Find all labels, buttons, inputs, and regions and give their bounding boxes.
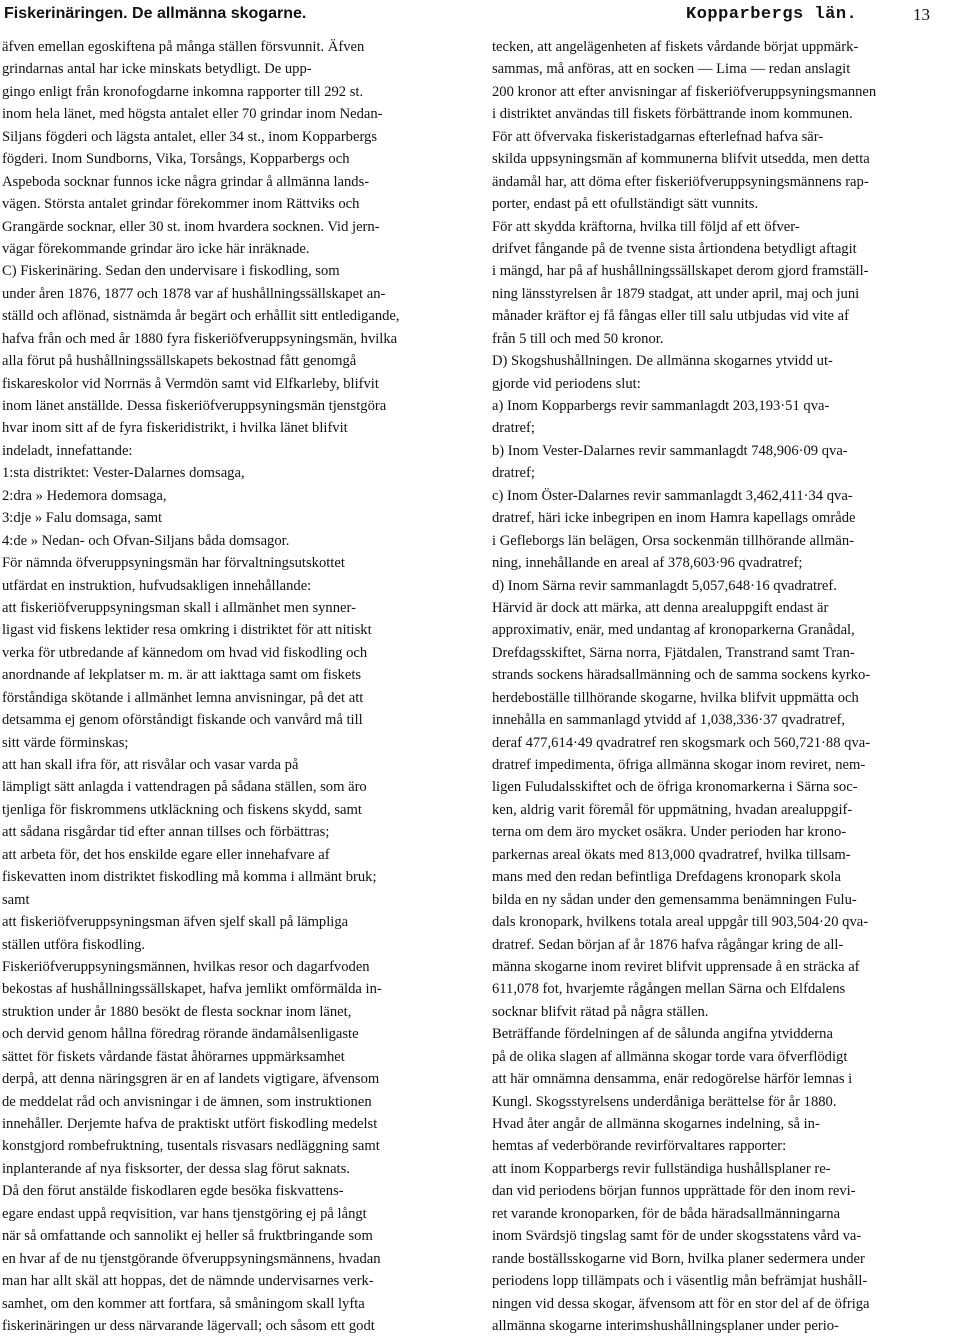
text-line: en hvar af de nu tjenstgörande öfveruppsyningsmännens, hvadan	[2, 1250, 381, 1267]
text-line: 3:dje » Falu domsaga, samt	[2, 510, 163, 527]
text-line: i mängd, har på af hushållningssällskapet derom gjord framställ-	[492, 263, 869, 280]
text-line: ändamål har, att döma efter fiskeriöfveruppsyningsmännens rap-	[492, 173, 869, 190]
text-line: samhet, om den kommer att fortfara, så småningom skall lyfta	[2, 1295, 365, 1312]
text-line: skilda uppsyningsmän af kommunerna blifvit utsedda, men detta	[492, 151, 870, 168]
text-line: dals kronopark, hvilkens totala areal uppgår till 903,504·20 qva-	[492, 914, 869, 931]
text-line: konstgjord rombefruktning, tusentals risvasars nedläggning samt	[2, 1138, 380, 1155]
text-line: inplanterande af nya fisksorter, der dessa slag förut saknats.	[2, 1160, 350, 1177]
text-line: i Gefleborgs län belägen, Orsa sockenmän tillhörande allmän-	[492, 532, 855, 549]
text-line: D) Skogshushållningen. De allmänna skogarnes ytvidd ut-	[492, 353, 833, 370]
text-line: Då den förut anstälde fiskodlaren egde besöka fiskvattens-	[2, 1183, 344, 1200]
text-line: Fiskeriöfveruppsyningsmännen, hvilkas resor och dagarfvoden	[2, 958, 370, 975]
text-line: att arbeta för, det hos enskilde egare eller innehafvare af	[2, 846, 330, 863]
text-line: de meddelat råd och anvisningar i de ämnen, som instruktionen	[2, 1093, 372, 1110]
text-line: drifvet fångande på de tvenne sista årtiondena betydligt aftagit	[492, 240, 857, 257]
page-header	[0, 0, 960, 30]
page-number: 13	[913, 5, 930, 24]
text-line: ning, innehållande en areal af 378,603·96 qvadratref;	[492, 555, 803, 572]
text-line: dratref;	[492, 420, 535, 437]
text-line: dratref, häri icke inbegripen en inom Hamra kapellags område	[492, 510, 856, 527]
text-line: ställen utföra fiskodling.	[2, 936, 146, 953]
text-line: c) Inom Öster-Dalarnes revir sammanlagdt 3,462,411·34 qva-	[492, 487, 853, 504]
text-line: tjenliga för fiskrommens utkläckning och fiskens skydd, samt	[2, 801, 362, 818]
text-line: Härvid är dock att märka, att denna arealuppgift endast är	[492, 599, 829, 616]
text-line: och dervid genom hållna föredrag rörande ändamålsenligaste	[2, 1026, 359, 1043]
text-line: gjorde vid periodens slut:	[492, 375, 641, 392]
text-line: i distriktet användas till fiskets förbättrande inom kommunen.	[492, 106, 853, 123]
text-line: ningen vid dessa skogar, äfvensom att för en stor del af de öfriga	[492, 1295, 870, 1312]
text-line: Drefdagsskiftet, Särna norra, Fjätdalen, Transtrand samt Tran-	[492, 644, 855, 661]
text-line: strands sockens häradsallmänning och de samma sockens kyrko-	[492, 667, 871, 684]
text-line: dratref impedimenta, öfriga allmänna skogar inom reviret, nem-	[492, 757, 866, 773]
text-line: derpå, att denna näringsgren är en af landets vigtigare, äfvensom	[2, 1071, 380, 1088]
text-line: att fiskeriöfveruppsyningsman äfven sjelf skall på lämpliga	[2, 914, 349, 931]
text-line: anordnande af lekplatser m. m. är att iakttaga samt om fiskets	[2, 667, 362, 684]
text-line: För nämnda öfveruppsyningsmän har förvaltningsutskottet	[2, 555, 345, 572]
text-line: periodens lopp tillämpats och i väsentlig mån befrämjat hushåll-	[492, 1273, 868, 1290]
text-line: ret varande kronoparken, för de båda häradsallmänningarna	[492, 1205, 841, 1222]
text-line: parkernas areal ökats med 813,000 qvadratref, hvilka tillsam-	[492, 846, 851, 863]
text-line: dratref;	[492, 465, 535, 482]
text-line: 200 kronor att efter anvisningar af fiskeriöfveruppsyningsmannen	[492, 83, 877, 100]
text-line: herdeboställe tillhörande skogarne, hvilka blifvit uppmätta och	[492, 689, 859, 706]
text-line: porter, endast på ett ofullständigt sätt vunnits.	[492, 196, 759, 213]
left-column	[2, 36, 468, 1337]
text-line: dratref. Sedan början af år 1876 hafva rågångar kring de all-	[492, 936, 844, 953]
text-line: att fiskeriöfveruppsyningsman skall i allmänhet men synner-	[2, 599, 356, 616]
text-line: från 5 till och med 50 kronor.	[492, 330, 664, 347]
text-line: under åren 1876, 1877 och 1878 var af hushållningssällskapet an-	[2, 285, 386, 302]
text-line: att sådana risgårdar tid efter annan tillses och förbättras;	[2, 824, 330, 841]
text-line: grindarnas antal har icke minskats betydligt. De upp-	[2, 61, 312, 78]
text-line: fiskerinäringen ur dess närvarande lägervall; och såsom ett godt	[2, 1317, 375, 1334]
text-line: indeladt, innefattande:	[2, 442, 133, 459]
text-line: bilda en ny sådan under den gemensamma benämningen Fulu-	[492, 891, 857, 908]
text-line: Siljans fögderi och lägsta antalet, eller 34 st., inom Kopparbergs	[2, 128, 378, 145]
text-line: inom hela länet, med högsta antalet eller 70 grindar inom Nedan-	[2, 106, 383, 123]
text-line: 4:de » Nedan- och Ofvan-Siljans båda domsagor.	[2, 532, 290, 549]
text-line: ställd och aflönad, sistnämda år begärt och erhållit sitt entledigande,	[2, 308, 400, 325]
text-line: Aspeboda socknar funnos icke några grindar å allmänna lands-	[2, 173, 370, 190]
text-line: ligen Fuludalsskiftet och de öfriga kronomarkerna i Särna soc-	[492, 779, 858, 796]
text-line: förståndiga skötande i allmänhet lemna anvisningar, på det att	[2, 689, 364, 706]
text-line: utfärdat en instruktion, hufvudsakligen innehållande:	[2, 577, 312, 594]
text-line: 1:sta distriktet: Vester-Dalarnes domsaga,	[2, 465, 245, 482]
text-line: terna om dem äro mycket osäkra. Under perioden har krono-	[492, 824, 847, 841]
text-line: bekostas af hushållningssällskapet, hafva jemlikt omförmälda in-	[2, 981, 382, 998]
text-line: egare endast uppå reqvisition, var hans tjenstgöring ej på långt	[2, 1205, 367, 1222]
text-line: socknar blifvit rätad på några ställen.	[492, 1003, 709, 1020]
text-line: alla förut på hushållningssällskapets bekostnad fått genomgå	[2, 353, 357, 370]
text-line: 2:dra » Hedemora domsaga,	[2, 487, 167, 504]
text-line: allmänna skogarne interimshushållningsplaner under perio-	[492, 1317, 839, 1334]
text-line: rande boställsskogarne vid Born, hvilka planer sedermera under	[492, 1250, 865, 1267]
running-title-right: Kopparbergs län.	[686, 5, 858, 24]
text-line: innehåller. Derjemte hafva de praktiskt utfört fiskodling medelst	[2, 1116, 378, 1132]
text-line: 611,078 fot, hvarjemte rågången mellan Särna och Elfdalens	[492, 981, 846, 998]
text-line: detsamma ej genom oförståndigt fiskande och vanvård må till	[2, 712, 363, 729]
text-line: dan vid periodens början funnos upprättade för den inom revi-	[492, 1183, 856, 1200]
running-title-left: Fiskerinäringen. De allmänna skogarne.	[4, 5, 307, 22]
right-column	[492, 36, 958, 1337]
text-line: ning länsstyrelsen år 1879 stadgat, att under april, maj och juni	[492, 285, 860, 302]
text-line: sammas, må anföras, att en socken — Lima — redan anslagit	[492, 61, 851, 78]
text-line: att här omnämna densamma, enär redogörelse härför lemnas i	[492, 1071, 853, 1088]
text-line: lämpligt sätt anlagda i vattendragen på sådana ställen, som äro	[2, 779, 367, 796]
text-line: Beträffande fördelningen af de sålunda angifna ytvidderna	[492, 1026, 833, 1043]
text-line: För att skydda kräftorna, hvilka till följd af ett öfver-	[492, 218, 800, 235]
text-line: mans med den redan befintliga Drefdagens kronopark skola	[492, 869, 841, 886]
text-line: hemtas af vederbörande revirförvaltares rapporter:	[492, 1138, 787, 1155]
text-line: sättet för fiskets vårdande fästat åhörarnes uppmärksamhet	[2, 1048, 345, 1065]
text-line: tecken, att angelägenheten af fiskets vårdande börjat uppmärk-	[492, 39, 859, 55]
text-line: samt	[2, 891, 30, 908]
text-line: b) Inom Vester-Dalarnes revir sammanlagdt 748,906·09 qva-	[492, 442, 848, 459]
text-line: äfven emellan egoskiftena på många ställen försvunnit. Äfven	[2, 39, 365, 55]
text-line: a) Inom Kopparbergs revir sammanlagdt 203,193·51 qva-	[492, 398, 830, 414]
text-line: vägen. Största antalet grindar förekommer inom Rättviks och	[2, 196, 360, 213]
text-line: För att öfvervaka fiskeristadgarnas efterlefnad hafva sär-	[492, 128, 824, 145]
text-line: C) Fiskerinäring. Sedan den undervisare i fiskodling, som	[2, 263, 340, 280]
text-line: hafva från och med år 1880 fyra fiskeriöfveruppsyningsmän, hvilka	[2, 330, 398, 347]
text-line: på de olika slagen af allmänna skogar torde vara öfverflödigt	[492, 1048, 848, 1065]
text-line: man har allt skäl att hoppas, det de nämnde undervisarnes verk-	[2, 1273, 374, 1290]
text-line: när så omfattande och sannolikt ej heller så fruktbringande som	[2, 1228, 373, 1245]
text-line: ligast vid fiskens lektider resa omkring i distriktet för att nitiskt	[2, 622, 372, 639]
text-line: vägar förekommande grindar äro icke här inräknade.	[2, 240, 310, 257]
text-line: gingo enligt från kronofogdarne inkomna rapporter till 292 st.	[2, 83, 364, 100]
text-line: Kungl. Skogsstyrelsens underdåniga berättelse för år 1880.	[492, 1093, 837, 1110]
text-line: Grangärde socknar, eller 30 st. inom hvardera socknen. Vid jern-	[2, 218, 380, 235]
text-line: verka för utbredande af kännedom om hvad vid fiskodling och	[2, 644, 368, 661]
text-line: månader kräftor ej få fångas eller till salu utbjudas vid vite af	[492, 308, 850, 325]
text-line: att inom Kopparbergs revir fullständiga hushållsplaner re-	[492, 1160, 831, 1177]
text-line: d) Inom Särna revir sammanlagdt 5,057,648·16 qvadratref.	[492, 577, 837, 594]
text-line: männa skogarne inom reviret blifvit upprensade å en sträcka af	[492, 958, 860, 975]
text-line: deraf 477,614·49 qvadratref ren skogsmark och 560,721·88 qva-	[492, 734, 871, 751]
text-line: hvar inom sitt af de fyra fiskeridistrikt, i hvilka länet blifvit	[2, 420, 348, 437]
text-line: Hvad åter angår de allmänna skogarnes indelning, så in-	[492, 1116, 820, 1132]
text-line: fiskevatten inom distriktet fiskodling må komma i allmänt bruk;	[2, 869, 377, 886]
text-line: struktion under år 1880 besökt de flesta socknar inom länet,	[2, 1003, 352, 1020]
text-line: fögderi. Inom Sundborns, Vika, Torsångs, Kopparbergs och	[2, 151, 350, 168]
text-line: innehålla en sammanlagd ytvidd af 1,038,336·37 qvadratref,	[492, 712, 845, 729]
text-line: inom Svärdsjö tingslag samt för de under skogsstatens vård va-	[492, 1228, 862, 1245]
text-line: fiskareskolor vid Norrnäs å Vermdön samt vid Elfkarleby, blifvit	[2, 375, 379, 392]
text-line: att han skall ifra för, att risvålar och vasar varda på	[2, 757, 299, 773]
text-line: inom länet anställde. Dessa fiskeriöfveruppsyningsmän tjenstgöra	[2, 398, 387, 414]
text-line: ken, aldrig varit föremål för uppmätning, hvadan arealuppgif-	[492, 801, 853, 818]
text-line: sitt värde förminskas;	[2, 734, 129, 751]
text-line: approximativ, enär, med undantag af kronoparkerna Granådal,	[492, 622, 855, 639]
